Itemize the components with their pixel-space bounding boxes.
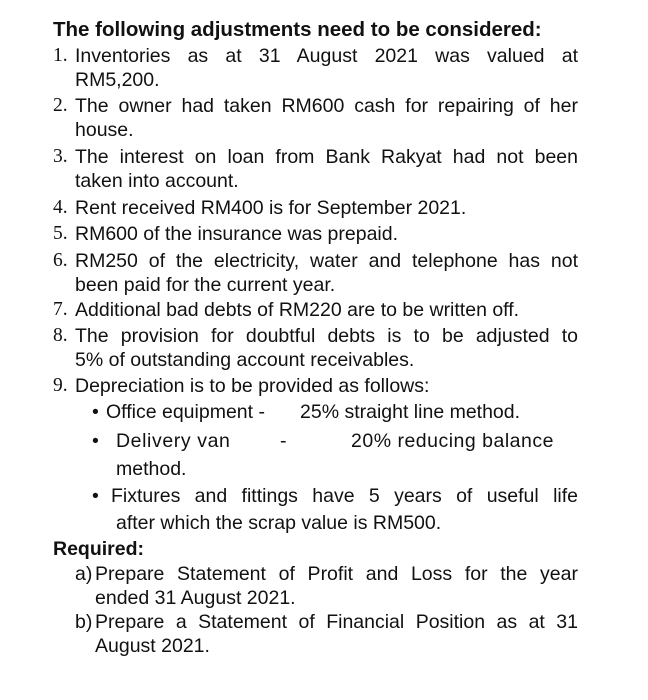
adjustment-item-3 [53, 145, 578, 193]
adjustment-item-4 [53, 196, 578, 220]
item-text-line: The owner had taken RM600 cash for repairing of her [75, 95, 578, 117]
asset-text-line: after which the scrap value is RM500. [116, 512, 442, 534]
bullet-icon: • [92, 401, 99, 423]
item-text-line: The interest on loan from Bank Rakyat had not been [75, 146, 578, 168]
depreciation-office-equipment [92, 400, 578, 424]
asset-name: Delivery van [116, 430, 231, 452]
item-text-line: RM250 of the electricity, water and telephone has not [75, 250, 578, 272]
item-text-line: Additional bad debts of RM220 are to be written off. [75, 299, 520, 321]
asset-text-line: Fixtures and fittings have 5 years of useful life [111, 485, 578, 507]
adjustment-item-7 [53, 298, 578, 322]
item-text-line: house. [75, 119, 134, 141]
item-text-line: The provision for doubtful debts is to be adjusted to [75, 325, 578, 347]
item-number: 7. [53, 299, 68, 320]
required-part-a [75, 562, 578, 610]
item-number: 8. [53, 325, 68, 346]
part-text-line: August 2021. [95, 635, 210, 657]
item-number: 1. [53, 45, 68, 66]
adjustment-item-9 [53, 374, 578, 398]
part-label: b) [75, 611, 93, 633]
part-label: a) [75, 563, 93, 585]
item-text-line: RM5,200. [75, 69, 160, 91]
part-text-line: ended 31 August 2021. [95, 587, 296, 609]
item-text-line: 5% of outstanding account receivables. [75, 349, 415, 371]
item-text-line: Inventories as at 31 August 2021 was valued at [75, 45, 578, 67]
item-number: 3. [53, 146, 68, 167]
asset-name: Office equipment - [106, 401, 265, 423]
item-text-line: been paid for the current year. [75, 274, 336, 296]
bullet-icon: • [92, 485, 99, 507]
depreciation-delivery-van [92, 429, 578, 481]
adjustment-item-1 [53, 44, 578, 92]
item-text-line: Depreciation is to be provided as follows: [75, 375, 430, 397]
depreciation-fixtures-fittings [92, 484, 578, 536]
depreciation-rate: 20% reducing balance [351, 430, 554, 452]
item-text-line: taken into account. [75, 170, 239, 192]
depreciation-rate: 25% straight line method. [300, 401, 521, 423]
adjustment-item-2 [53, 94, 578, 142]
item-number: 6. [53, 250, 68, 271]
part-text-line: Prepare Statement of Profit and Loss for the year [95, 563, 578, 585]
adjustment-item-6 [53, 249, 578, 297]
part-text-line: Prepare a Statement of Financial Position as at 31 [95, 611, 578, 633]
item-number: 4. [53, 197, 68, 218]
item-text-line: RM600 of the insurance was prepaid. [75, 223, 399, 245]
item-text-line: Rent received RM400 is for September 2021. [75, 197, 467, 219]
separator-dash: - [280, 430, 287, 452]
adjustments-heading: The following adjustments need to be considered: [53, 18, 542, 41]
item-number: 2. [53, 95, 68, 116]
adjustment-item-5 [53, 222, 578, 246]
bullet-icon: • [92, 430, 99, 452]
adjustment-item-8 [53, 324, 578, 372]
item-number: 5. [53, 223, 68, 244]
depreciation-rate-cont: method. [116, 458, 187, 480]
item-number: 9. [53, 375, 68, 396]
required-heading: Required: [53, 538, 145, 560]
required-part-b [75, 610, 578, 658]
